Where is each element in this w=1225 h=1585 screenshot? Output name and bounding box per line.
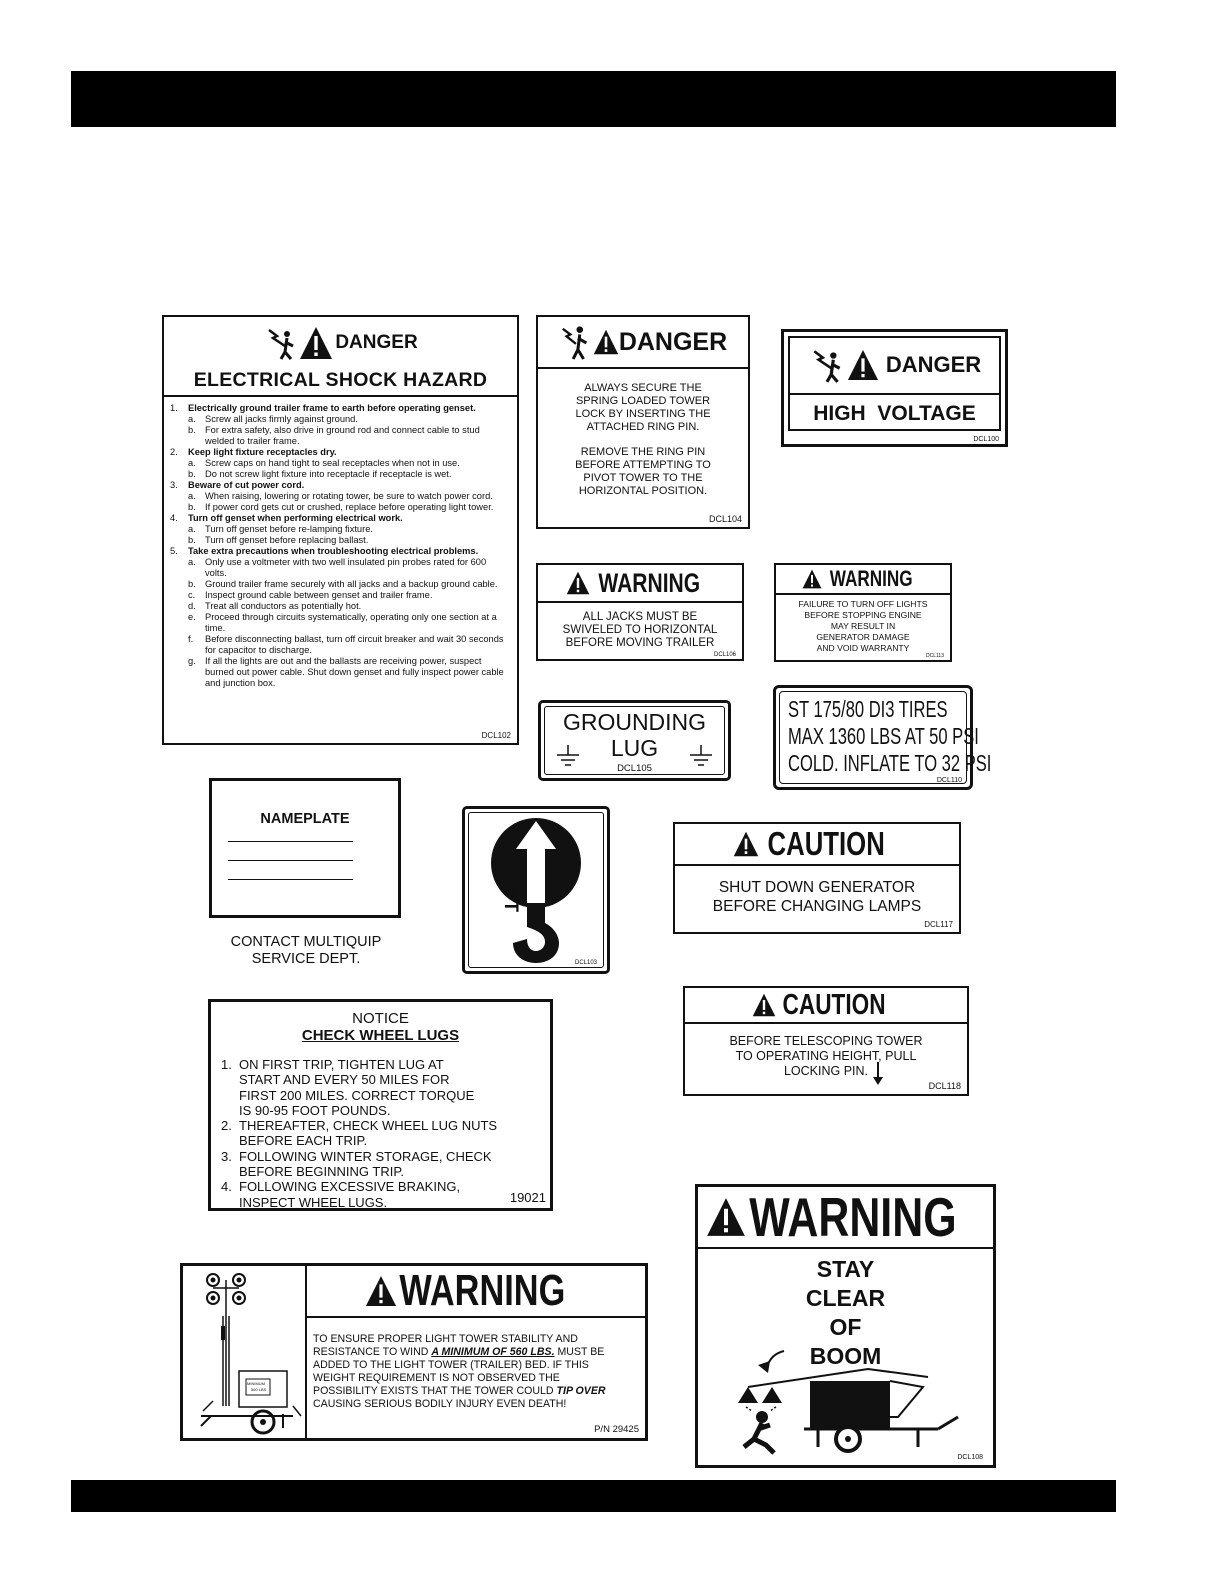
item-number: 3. bbox=[170, 480, 178, 490]
item-text bbox=[239, 1057, 474, 1118]
nameplate-box bbox=[209, 778, 401, 918]
signal-word: DANGER bbox=[618, 327, 728, 356]
subitem-text: Screw caps on hand tight to seal receptacles when not in use. bbox=[205, 458, 460, 468]
text-line: INSPECT WHEEL LUGS. bbox=[239, 1194, 388, 1210]
text-line: SWIVELED TO HORIZONTAL bbox=[562, 624, 718, 636]
subitem-letter: b. bbox=[188, 502, 196, 512]
instruction-subitem bbox=[170, 656, 509, 689]
warning-triangle-icon bbox=[593, 329, 619, 355]
subitem-letter: b. bbox=[188, 425, 196, 435]
item-text: Turn off genset when performing electrical work. bbox=[188, 513, 403, 523]
subitem-letter: a. bbox=[188, 414, 196, 424]
subitem-text: When raising, lowering or rotating tower, be sure to watch power cord. bbox=[205, 491, 493, 501]
ballast-instructions bbox=[313, 1333, 643, 1411]
text-line: MAY RESULT IN bbox=[830, 621, 896, 631]
instruction-item bbox=[170, 447, 509, 458]
text-line: TO OPERATING HEIGHT, PULL bbox=[735, 1049, 917, 1063]
text-line: SHUT DOWN GENERATOR bbox=[718, 879, 916, 896]
signal-word: WARNING bbox=[598, 567, 700, 598]
lug-line2: LUG bbox=[610, 735, 659, 761]
warning-triangle-icon bbox=[299, 326, 333, 360]
instructions bbox=[538, 603, 742, 650]
subitem-letter: a. bbox=[188, 557, 196, 567]
text-line: ST 175/80 DI3 TIRES bbox=[788, 696, 948, 722]
decal-code: DCL105 bbox=[617, 763, 652, 774]
signal-word: DANGER bbox=[885, 352, 982, 377]
decal-dcl104-ring-pin bbox=[536, 315, 750, 529]
text-line: THEREAFTER, CHECK WHEEL LUG NUTS bbox=[239, 1118, 498, 1134]
light-tower-trailer-icon bbox=[183, 1266, 305, 1440]
text-line: FIRST 200 MILES. CORRECT TORQUE bbox=[239, 1087, 475, 1103]
text-line: ALWAYS SECURE THE bbox=[584, 382, 702, 394]
nameplate-line bbox=[228, 841, 353, 842]
instruction-subitem bbox=[170, 612, 509, 634]
text-line: START AND EVERY 50 MILES FOR bbox=[239, 1072, 450, 1088]
text-line: POSSIBILITY EXISTS THAT THE TOWER COULD TIP OVER bbox=[313, 1385, 606, 1397]
text-line: ON FIRST TRIP, TIGHTEN LUG AT bbox=[239, 1057, 444, 1072]
signal-word: WARNING bbox=[399, 1266, 565, 1315]
nameplate-line bbox=[228, 879, 353, 880]
nameplate-line bbox=[228, 860, 353, 861]
text-line: MAX 1360 LBS AT 50 PSI bbox=[788, 723, 979, 749]
subitem-text: For extra safety, also drive in ground rod and connect cable to stud welded to trailer frame. bbox=[205, 425, 480, 446]
subitem-letter: a. bbox=[188, 458, 196, 468]
shock-icon bbox=[263, 326, 299, 360]
decal-dcl113-lights-off bbox=[774, 563, 952, 662]
notice-title: NOTICE bbox=[352, 1010, 409, 1027]
text-line: WEIGHT REQUIREMENT IS NOT OBSERVED THE bbox=[313, 1372, 560, 1384]
warning-triangle-icon bbox=[752, 993, 776, 1017]
item-number: 4. bbox=[221, 1179, 232, 1195]
instructions bbox=[776, 595, 950, 654]
item-text: Take extra precautions when troubleshooting electrical problems. bbox=[188, 546, 479, 556]
subitem-letter: b. bbox=[188, 535, 196, 545]
item-number: 3. bbox=[221, 1148, 232, 1164]
decal-code: DCL102 bbox=[481, 731, 511, 740]
item-number: 2. bbox=[221, 1118, 232, 1134]
signal-word: WARNING bbox=[748, 1186, 957, 1248]
warning-triangle-icon bbox=[733, 831, 759, 857]
text-line: AND VOID WARRANTY bbox=[816, 643, 910, 653]
text-line: OF bbox=[829, 1314, 862, 1340]
text-line: CAUSING SERIOUS BODILY INJURY EVEN DEATH! bbox=[313, 1398, 567, 1410]
warning-triangle-icon bbox=[846, 349, 880, 381]
item-number: 4. bbox=[170, 513, 178, 523]
subitem-text: Do not screw light fixture into receptacle if receptacle is wet. bbox=[205, 469, 452, 479]
instruction-item bbox=[170, 480, 509, 491]
text-line: IS 90-95 FOOT POUNDS. bbox=[239, 1102, 391, 1118]
text-line: FOLLOWING WINTER STORAGE, CHECK bbox=[239, 1148, 492, 1164]
subitem-letter: a. bbox=[188, 491, 196, 501]
instruction-subitem bbox=[170, 502, 509, 513]
subitem-text: Screw all jacks firmly against ground. bbox=[205, 414, 358, 424]
text-line: CLEAR bbox=[805, 1285, 886, 1311]
signal-word: CAUTION bbox=[767, 825, 885, 862]
subitem-letter: g. bbox=[188, 656, 196, 666]
decal-code: DCL106 bbox=[713, 652, 736, 658]
text-line: COLD. INFLATE TO 32 PSI bbox=[788, 750, 992, 776]
text-line: SERVICE DEPT. bbox=[251, 951, 361, 967]
lift-label: LIFT bbox=[500, 869, 521, 914]
lug-line1: GROUNDING bbox=[562, 709, 707, 735]
nameplate-title: NAMEPLATE bbox=[260, 811, 350, 827]
decal-dcl108-stay-clear bbox=[695, 1184, 996, 1468]
subitem-letter: c. bbox=[188, 590, 196, 600]
subitem-letter: f. bbox=[188, 634, 194, 644]
tire-spec bbox=[788, 696, 1070, 777]
instruction-subitem bbox=[170, 601, 509, 612]
text-line: LOCK BY INSERTING THE bbox=[575, 408, 711, 420]
text-line: BOOM bbox=[809, 1343, 882, 1369]
text-line: BEFORE BEGINNING TRIP. bbox=[239, 1164, 404, 1180]
item-text bbox=[239, 1118, 497, 1149]
decal-dcl118-caution-tower bbox=[683, 986, 969, 1096]
shock-icon bbox=[559, 322, 593, 362]
footer-bar bbox=[71, 1480, 1116, 1512]
emphasis-text: TIP OVER bbox=[556, 1385, 606, 1397]
decal-dcl105-grounding-lug bbox=[538, 700, 731, 781]
subitem-text: Only use a voltmeter with two well insulated pin probes rated for 600 volts. bbox=[205, 557, 487, 578]
item-text: Beware of cut power cord. bbox=[188, 480, 305, 490]
decal-dcl103-lift bbox=[462, 806, 610, 974]
notice-list bbox=[211, 1045, 550, 1210]
decal-code: DCL113 bbox=[926, 653, 944, 659]
instruction-item bbox=[170, 513, 509, 524]
text-line: BEFORE STOPPING ENGINE bbox=[804, 610, 922, 620]
text-line: BEFORE CHANGING LAMPS bbox=[712, 898, 922, 915]
notice-check-wheel-lugs bbox=[208, 999, 553, 1211]
arrow-down-icon bbox=[872, 1062, 884, 1086]
notice-subtitle: CHECK WHEEL LUGS bbox=[301, 1027, 460, 1044]
item-text bbox=[239, 1149, 492, 1180]
signal-word: CAUTION bbox=[782, 988, 886, 1021]
text-line: BEFORE TELESCOPING TOWER bbox=[729, 1034, 923, 1048]
warning-triangle-icon bbox=[706, 1197, 746, 1237]
warning-triangle-icon bbox=[566, 571, 590, 595]
subitem-text: If power cord gets cut or crushed, replace before operating light tower. bbox=[205, 502, 494, 512]
plate-text: MINIMUM bbox=[247, 1381, 265, 1386]
subitem-text: Ground trailer frame securely with all jacks and a backup ground cable. bbox=[205, 579, 498, 589]
subitem-letter: a. bbox=[188, 524, 196, 534]
instruction-subitem bbox=[170, 557, 509, 579]
text-line: TO ENSURE PROPER LIGHT TOWER STABILITY AND bbox=[313, 1333, 578, 1345]
instruction-item bbox=[170, 403, 509, 414]
instructions bbox=[675, 866, 959, 916]
item-text bbox=[239, 1179, 460, 1210]
instruction-subitem bbox=[170, 524, 509, 535]
notice-item bbox=[221, 1057, 542, 1118]
subitem-text: Turn off genset before re-lamping fixture. bbox=[205, 524, 373, 534]
subitem-text: Turn off genset before replacing ballast. bbox=[205, 535, 369, 545]
text-line: FAILURE TO TURN OFF LIGHTS bbox=[798, 599, 928, 609]
decal-code: 19021 bbox=[509, 1190, 546, 1205]
emphasis-text: A MINIMUM OF 560 LBS. bbox=[431, 1346, 555, 1358]
text-line: ADDED TO THE LIGHT TOWER (TRAILER) BED. IF THIS bbox=[313, 1359, 589, 1371]
instruction-subitem bbox=[170, 458, 509, 469]
plate-text: 560 LBS bbox=[251, 1387, 267, 1392]
text-line: PIVOT TOWER TO THE bbox=[583, 472, 703, 484]
subitem-letter: d. bbox=[188, 601, 196, 611]
decal-dcl106-jacks bbox=[536, 563, 744, 661]
instruction-subitem bbox=[170, 491, 509, 502]
instructions bbox=[685, 1024, 967, 1079]
instruction-subitem bbox=[170, 579, 509, 590]
text-line: BEFORE EACH TRIP. bbox=[239, 1133, 368, 1149]
instruction-subitem bbox=[170, 535, 509, 546]
text-line: ALL JACKS MUST BE bbox=[582, 611, 698, 623]
instruction-subitem bbox=[170, 634, 509, 656]
text-line: HORIZONTAL POSITION. bbox=[578, 485, 708, 497]
text-line: GENERATOR DAMAGE bbox=[816, 632, 910, 642]
text-line: SPRING LOADED TOWER bbox=[575, 395, 711, 407]
subitem-text: Proceed through circuits systematically, operating only one section at a time. bbox=[205, 612, 497, 633]
instruction-subitem bbox=[170, 425, 509, 447]
text-line: BEFORE MOVING TRAILER bbox=[565, 637, 715, 649]
decal-dcl117-caution-lamps bbox=[673, 822, 961, 934]
text-line: ATTACHED RING PIN. bbox=[586, 421, 700, 433]
item-number: 2. bbox=[170, 447, 178, 457]
text-line: STAY bbox=[816, 1256, 875, 1282]
warning-triangle-icon bbox=[364, 1275, 398, 1307]
instruction-subitem bbox=[170, 590, 509, 601]
item-number: 1. bbox=[221, 1057, 232, 1072]
signal-word: DANGER bbox=[335, 332, 418, 353]
signal-word: WARNING bbox=[829, 566, 913, 591]
notice-item bbox=[221, 1149, 542, 1180]
decal-code: P/N 29425 bbox=[594, 1424, 639, 1435]
text-line: FOLLOWING EXCESSIVE BRAKING, bbox=[239, 1179, 461, 1195]
decal-dcl102-electrical-shock bbox=[162, 315, 519, 745]
instruction-subitem bbox=[170, 469, 509, 480]
decal-code: DCL100 bbox=[973, 436, 999, 443]
instruction-list bbox=[164, 397, 517, 689]
subitem-text: Treat all conductors as potentially hot. bbox=[205, 601, 362, 611]
text-line: CONTACT MULTIQUIP bbox=[230, 934, 382, 950]
instructions bbox=[538, 369, 748, 498]
instruction-item bbox=[170, 546, 509, 557]
text-line: BEFORE ATTEMPTING TO bbox=[575, 459, 711, 471]
boom-hazard-icon bbox=[718, 1347, 978, 1457]
decal-29425-ballast-warning bbox=[180, 1263, 648, 1441]
decal-dcl100-high-voltage bbox=[781, 329, 1008, 447]
subitem-text: If all the lights are out and the ballasts are receiving power, suspect burned out power cable. Shut down genset and fully inspect power cable and junction box. bbox=[205, 656, 504, 688]
decal-code: DCL108 bbox=[957, 1454, 983, 1461]
text-line: RESISTANCE TO WIND A MINIMUM OF 560 LBS. MUST BE bbox=[313, 1346, 605, 1358]
decal-code: DCL118 bbox=[928, 1081, 961, 1091]
light-tower-illustration bbox=[183, 1266, 307, 1438]
item-text: Electrically ground trailer frame to earth before operating genset. bbox=[188, 403, 476, 413]
notice-item bbox=[221, 1179, 542, 1210]
hazard-title: ELECTRICAL SHOCK HAZARD bbox=[164, 369, 517, 397]
decal-code: DCL110 bbox=[936, 777, 962, 784]
instruction-subitem bbox=[170, 414, 509, 425]
text-line: REMOVE THE RING PIN bbox=[580, 446, 706, 458]
decal-code: DCL103 bbox=[574, 960, 597, 966]
item-number: 1. bbox=[170, 403, 178, 413]
warning-triangle-icon bbox=[802, 569, 822, 589]
notice-item bbox=[221, 1118, 542, 1149]
text-line: LOCKING PIN. bbox=[783, 1064, 869, 1078]
header-bar bbox=[71, 71, 1116, 127]
subitem-letter: b. bbox=[188, 469, 196, 479]
decal-code: DCL117 bbox=[924, 920, 953, 929]
item-text: Keep light fixture receptacles dry. bbox=[188, 447, 337, 457]
subitem-letter: b. bbox=[188, 579, 196, 589]
subitem-letter: e. bbox=[188, 612, 196, 622]
nameplate-caption bbox=[200, 934, 412, 968]
subitem-text: Inspect ground cable between genset and trailer frame. bbox=[205, 590, 433, 600]
item-number: 5. bbox=[170, 546, 178, 556]
decal-code: DCL104 bbox=[708, 514, 742, 524]
danger-header bbox=[164, 317, 517, 369]
decal-dcl110-tires bbox=[773, 685, 992, 790]
hazard-title: HIGH VOLTAGE bbox=[813, 402, 976, 425]
shock-icon bbox=[808, 347, 846, 383]
subitem-text: Before disconnecting ballast, turn off circuit breaker and wait 30 seconds for capacitor to discharge. bbox=[205, 634, 504, 655]
